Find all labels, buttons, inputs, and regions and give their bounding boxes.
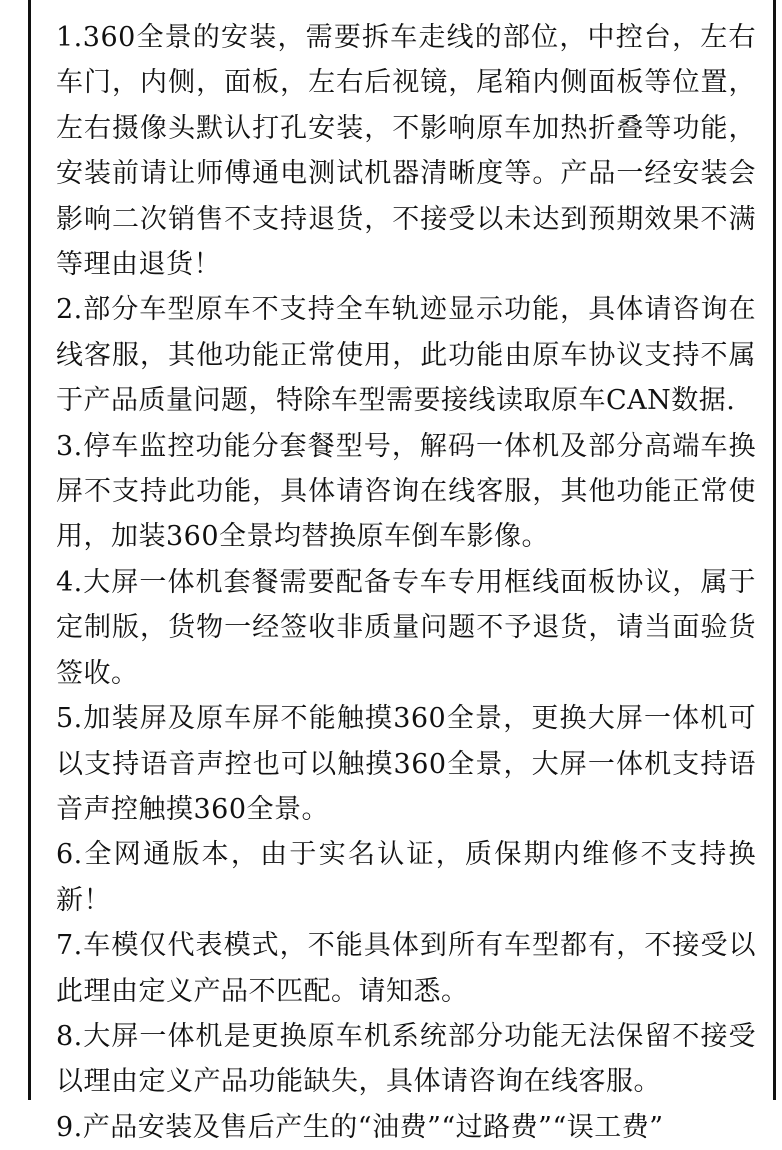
notice-item-7: 7.车模仅代表模式，不能具体到所有车型都有，不接受以此理由定义产品不匹配。请知悉。 [56,930,756,1007]
notice-item-2: 2.部分车型原车不支持全车轨迹显示功能，具体请咨询在线客服，其他功能正常使用，此功能由原车协议支持不属于产品质量问题，特除车型需要接线读取原车CAN数据. [56,294,756,417]
notice-item-1: 1.360全景的安装，需要拆车走线的部位，中控台，左右车门，内侧，面板，左右后视镜，尾箱内侧面板等位置，左右摄像头默认打孔安装，不影响原车加热折叠等功能，安装前请让师傅通电测试机器清晰度等。产品一经安装会影响二次销售不支持退货，不接受以未达到预期效果不满等理由退货！ [56,22,756,281]
notice-item-4: 4.大屏一体机套餐需要配备专车专用框线面板协议，属于定制版，货物一经签收非质量问题不予退货，请当面验货签收。 [56,566,756,689]
notice-item-9: 9.产品安装及售后产生的“油费”“过路费”“误工费” [56,1111,664,1143]
notice-item-6: 6.全网通版本，由于实名认证，质保期内维修不支持换新！ [56,839,756,916]
notice-item-5: 5.加装屏及原车屏不能触摸360全景，更换大屏一体机可以支持语音声控也可以触摸360全景，大屏一体机支持语音声控触摸360全景。 [56,703,756,825]
notice-list [56,15,756,1150]
notice-item-8: 8.大屏一体机是更换原车机系统部分功能无法保留不接受以理由定义产品功能缺失，具体请咨询在线客服。 [56,1020,756,1098]
notice-item-3: 3.停车监控功能分套餐型号，解码一体机及部分高端车换屏不支持此功能，具体请咨询在线客服，其他功能正常使用，加装360全景均替换原车倒车影像。 [56,430,756,553]
